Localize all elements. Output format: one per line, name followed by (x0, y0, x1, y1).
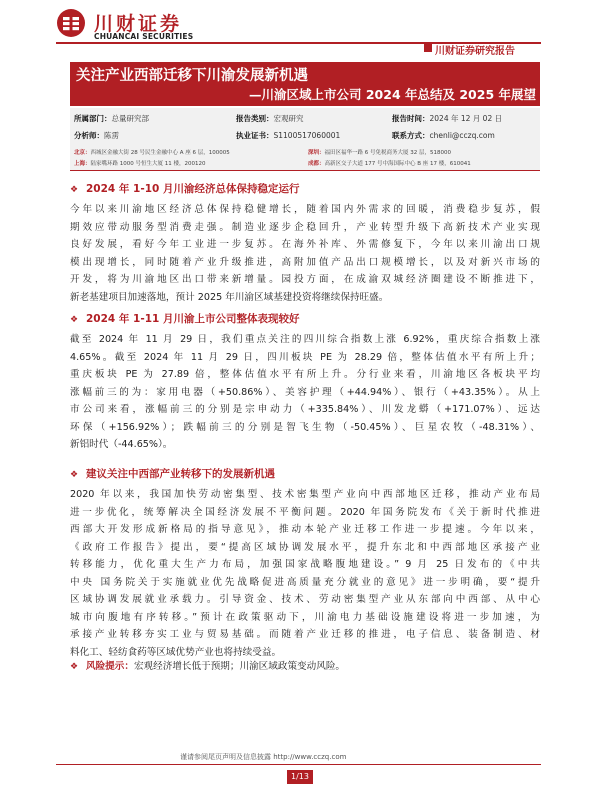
address-chengdu-text: 高新区交子大道 177 号中海国际中心 B 座 17 楼，610041 (324, 161, 471, 167)
section-body (70, 201, 540, 306)
body-line: 进一步优化，统筹解决全国经济发展不平衡问题。2020 年国务院发布《关于新时代推进 (70, 506, 540, 518)
body-line: 良好发展，看好今年工业进一步复苏。在海外补库、外需修复下，今年以来川渝出口规 (70, 239, 540, 250)
risk-warning (70, 658, 345, 672)
risk-label: 风险提示： (86, 661, 134, 672)
body-line: 市公司来看，涨幅前三的分别是宗申动力（+335.84%）、川发龙蟒（+171.07%）、远达 (70, 404, 540, 415)
address-chengdu (308, 159, 471, 167)
footer-disclaimer[interactable]: 谨请参阅尾页声明及信息披露 http://www.cczq.com (180, 753, 347, 761)
footer-divider (56, 764, 541, 765)
body-line: 2020 年以来，我国加快劳动密集型、技术密集型产业向中西部地区迁移，推动产业布局 (70, 489, 540, 500)
dept-value: 总量研究部 (111, 114, 149, 123)
body-line: 新铝时代（-44.65%）。 (70, 439, 173, 450)
license-field (236, 130, 340, 141)
date-field (392, 113, 502, 124)
brand-name-cn: 川财证券 (94, 13, 183, 35)
address-shanghai-text: 陆家嘴环路 1000 号恒生大厦 11 楼，200120 (90, 161, 206, 167)
section-body (70, 486, 540, 661)
section-heading (70, 181, 299, 196)
analyst-value: 陈雳 (104, 131, 119, 140)
type-value: 宏观研究 (273, 114, 304, 123)
address-shenzhen-label: 深圳： (308, 150, 325, 156)
section-heading (70, 311, 299, 326)
report-info-box (70, 108, 540, 170)
body-line: 今年以来川渝地区经济总体保持稳健增长，随着国内外需求的回暖，消费稳步复苏，假 (70, 204, 540, 215)
contact-label: 联系方式： (392, 131, 430, 140)
info-divider (70, 170, 540, 171)
body-line: 环保（+156.92%）；跌幅前三的分别是智飞生物（-50.45%）、巨星农牧（-48.31%）、 (70, 421, 540, 433)
body-line: 《政府工作报告》提出，要“提高区域协调发展水平，提升东北和中西部地区承接产业 (70, 541, 540, 553)
body-line: 4.65%。截至 2024 年 11 月 29 日，四川板块 PE 为 28.29 倍，整体估值水平有所上升； (70, 351, 540, 363)
section-heading-text: 2024 年 1-11 月川渝上市公司整体表现较好 (86, 313, 300, 325)
dept-label: 所属部门： (74, 114, 112, 123)
license-value: S1100517060001 (273, 131, 341, 140)
type-label: 报告类别： (236, 114, 274, 123)
square-icon (424, 44, 432, 52)
body-line: 料化工、轻纺食药等区域优势产业也将持续受益。 (70, 646, 282, 658)
logo-icon (56, 8, 86, 38)
address-beijing (74, 148, 230, 156)
contact-field (392, 130, 495, 141)
section-heading-text: 2024 年 1-10 月川渝经济总体保持稳定运行 (86, 183, 300, 195)
report-subtitle: —川渝区域上市公司 2024 年总结及 2025 年展望 (249, 87, 536, 102)
address-shenzhen-text: 福田区福华一路 6 号免税商务大厦 32 层，518000 (324, 150, 452, 156)
brand-name-en: CHUANCAI SECURITIES (94, 32, 194, 41)
body-line: 开发，将为川渝地区出口带来新增量。园投方面，在成渝双城经济圈建设不断推进下， (70, 274, 540, 285)
section-body (70, 331, 540, 454)
body-line: 涨幅前三的为：家用电器（+50.86%）、美容护理（+44.94%）、银行（+43.35%）。从上 (70, 386, 540, 398)
body-line: 中央 国务院关于实施就业优先战略促进高质量充分就业的意见》进一步明确，要“提升 (70, 576, 540, 588)
body-line: 截至 2024 年 11 月 29 日，我们重点关注的四川综合指数上涨 6.92%，重庆综合指数上涨 (70, 334, 540, 345)
section-heading-text: 建议关注中西部产业转移下的发展新机遇 (86, 468, 275, 480)
section-heading (70, 466, 275, 481)
type-field (236, 113, 304, 124)
contact-email[interactable]: chenli@cczq.com (429, 131, 495, 140)
date-label: 报告时间： (392, 114, 430, 123)
address-chengdu-label: 成都： (308, 161, 325, 167)
page-number: 1/13 (287, 770, 313, 784)
body-line: 重庆板块 PE 为 27.89 倍，整体估值水平有所上升。分行业来看，川渝地区各板块平均 (70, 369, 540, 380)
license-label: 执业证书： (236, 131, 274, 140)
body-line: 区域协调发展就业承载力。引导资金、技术、劳动密集型产业从东部向中西部、从中心 (70, 594, 540, 605)
dept-field (74, 113, 149, 124)
body-line: 城市向腹地有序转移。”预计在政策驱动下，川渝电力基础设施建设将进一步加速，为 (70, 611, 540, 623)
body-line: 转移能力，优化重大生产力布局，加强国家战略腹地建设。” 9 月 25 日发布的《中共 (70, 559, 540, 570)
analyst-field (74, 130, 119, 141)
risk-text: 宏观经济增长低于预期；川渝区域政策变动风险。 (133, 661, 346, 672)
address-beijing-text: 西城区金融大街 28 号民生金融中心 A 座 6 层，100005 (90, 150, 230, 156)
body-line: 期效应带动服务型消费走强。制造业逐步企稳回升，产业转型升级下高新技术产业实现 (70, 221, 540, 233)
date-value: 2024 年 12 月 02 日 (429, 114, 503, 123)
report-title: 关注产业西部迁移下川渝发展新机遇 (76, 68, 308, 84)
diamond-icon: ❖ (70, 470, 79, 480)
address-shanghai (74, 159, 206, 167)
analyst-label: 分析师： (74, 131, 104, 140)
diamond-icon: ❖ (70, 315, 79, 325)
diamond-icon: ❖ (70, 185, 79, 195)
address-beijing-label: 北京： (74, 150, 91, 156)
address-shanghai-label: 上海： (74, 161, 91, 167)
report-type-tag (424, 40, 542, 58)
body-line: 新老基建项目加速落地，预计 2025 年川渝区域基建投资将继续保持旺盛。 (70, 291, 389, 303)
body-line: 西部大开发形成新格局的指导意见》，推动本轮产业迁移工作进一步提速。今年以来， (70, 524, 540, 535)
body-line: 模出现增长，同时随着产业升级推进，高附加值产品出口规模增长，以及对新兴市场的 (70, 256, 540, 268)
address-shenzhen (308, 148, 451, 156)
body-line: 承接产业转移夯实工业与贸易基础。而随着产业迁移的推进，电子信息、装备制造、材 (70, 629, 540, 640)
report-type-label: 川财证券研究报告 (435, 46, 515, 57)
diamond-icon: ❖ (70, 662, 79, 672)
